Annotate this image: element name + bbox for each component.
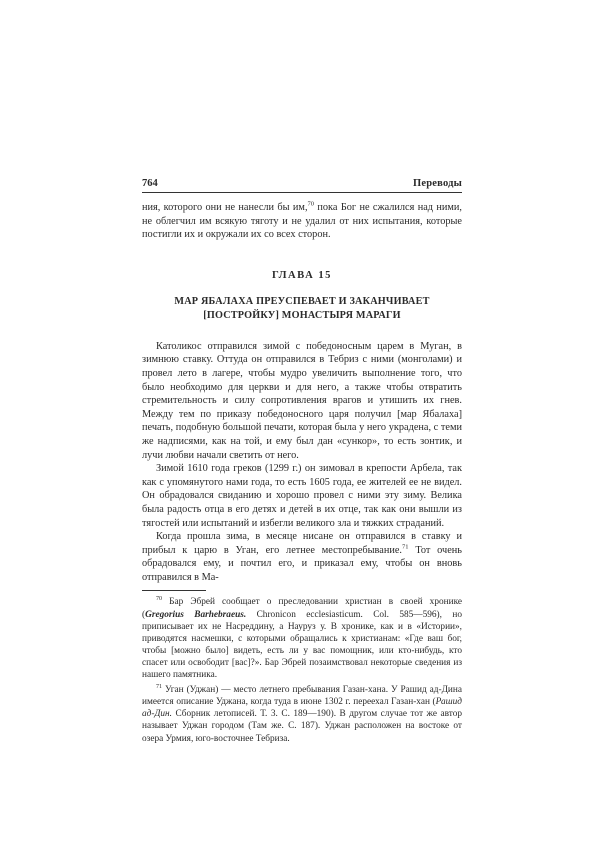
continuation-text-end: пока Бог не сжалился над ними, не облегчил им всякую тяготу и не удалил от них испытания, которые постигли их и окружали их со всех сторон. <box>142 202 462 241</box>
footnote-source-author: Рашид ад-Дин. <box>142 697 462 720</box>
footnote-mark: 70 <box>156 596 162 603</box>
footnote-ref-70[interactable]: 70 <box>307 200 315 208</box>
paragraph-text-end: Тот очень обрадовался ему, и почтил его, и приказал ему, чтобы он вновь отправился в Ма- <box>142 544 463 583</box>
continuation-paragraph <box>142 201 462 242</box>
chapter-body <box>142 340 462 585</box>
book-page <box>142 178 462 745</box>
paragraph-text: Когда прошла зима, в месяце нисане он отправился в ставку и прибыл к царю в Уган, его летнее местопребывание. <box>142 531 462 556</box>
page-number: 764 <box>142 178 158 189</box>
body-paragraph <box>142 530 462 584</box>
continuation-text-start: ния, которого они не нанесли бы им, <box>142 202 308 213</box>
body-paragraph <box>142 340 462 462</box>
footnote-text: Бар Эбрей сообщает о преследовании христиан в своей хронике ( <box>142 597 462 620</box>
chapter-label: ГЛАВА 15 <box>272 269 332 281</box>
footnote-mark: 71 <box>156 684 162 691</box>
paragraph-text: Зимой 1610 года греков (1299 г.) он зимовал в крепости Арбела, так как с упомянутого нами года, то есть 1605 года, ее жителей ее не видел. Он обрадовался свиданию и хорошо провел с ними эту зиму. Велика была радость отца в его детях и детей в их отце, так как они вышли из тягостей или испытаний и избегли великого зла и тяжких страданий. <box>142 463 462 529</box>
footnote-70 <box>142 596 462 681</box>
body-paragraph <box>142 462 462 530</box>
footnotes <box>142 596 462 744</box>
running-title: Переводы <box>413 178 462 189</box>
page-header <box>142 178 462 193</box>
footnote-text: Сборник летописей. Т. 3. С. 189—190). В другом случае тот же автор называет Уджан городом (Там же. С. 187). Уджан расположен на востоке от озера Урмия, юго-восточнее Тебриза. <box>142 709 462 744</box>
footnote-text: Уган (Уджан) — место летнего пребывания Газан-хана. У Рашид ад-Дина имеется описание Уджана, когда туда в июне 1302 г. переехал Газан-хан ( <box>142 685 462 708</box>
footnote-text: Chronicon ecclesiasticum. Col. 585—596), но приписывает их не Насреддину, а Науруз у. В хронике, как и в «Истории», приводятся насмешки, с которыми обращались к христианам: «Где ваш бог, чтобы [можно было] видеть, есть ли у вас помощник, или кто-нибудь, кто спасет или освободит [вас]?». Бар Эбрей позаимствовал некоторые сведения из нашего памятника. <box>142 609 462 681</box>
footnote-divider <box>142 590 206 591</box>
footnote-71 <box>142 684 462 744</box>
footnote-ref-71[interactable]: 71 <box>402 543 409 551</box>
paragraph-text: Католикос отправился зимой с победоносным царем в Муган, в зимнюю ставку. Оттуда он отправился в Тебриз с ними (монголами) и провел лето в лагере, чтобы мудро увеличить выполнение того, что было необходимо для церкви и для него, а также чтобы отвратить стремительность и силу сопротивления врагов и утишить их гнев. Между тем по приказу победоносного царя получил [мар Ябалаха] печать, подобную большой печати, которая была у него украдена, с теми же надписями, как на той, и ему был дан «сункор», то есть зонтик, и лучи любви начали светить от него. <box>142 340 462 461</box>
chapter-title: МАР ЯБАЛАХА ПРЕУСПЕВАЕТ И ЗАКАНЧИВАЕТ [ПОСТРОЙКУ] МОНАСТЫРЯ МАРАГИ <box>174 295 430 322</box>
footnote-source-author: Gregorius Barhebraeus. <box>145 609 247 620</box>
